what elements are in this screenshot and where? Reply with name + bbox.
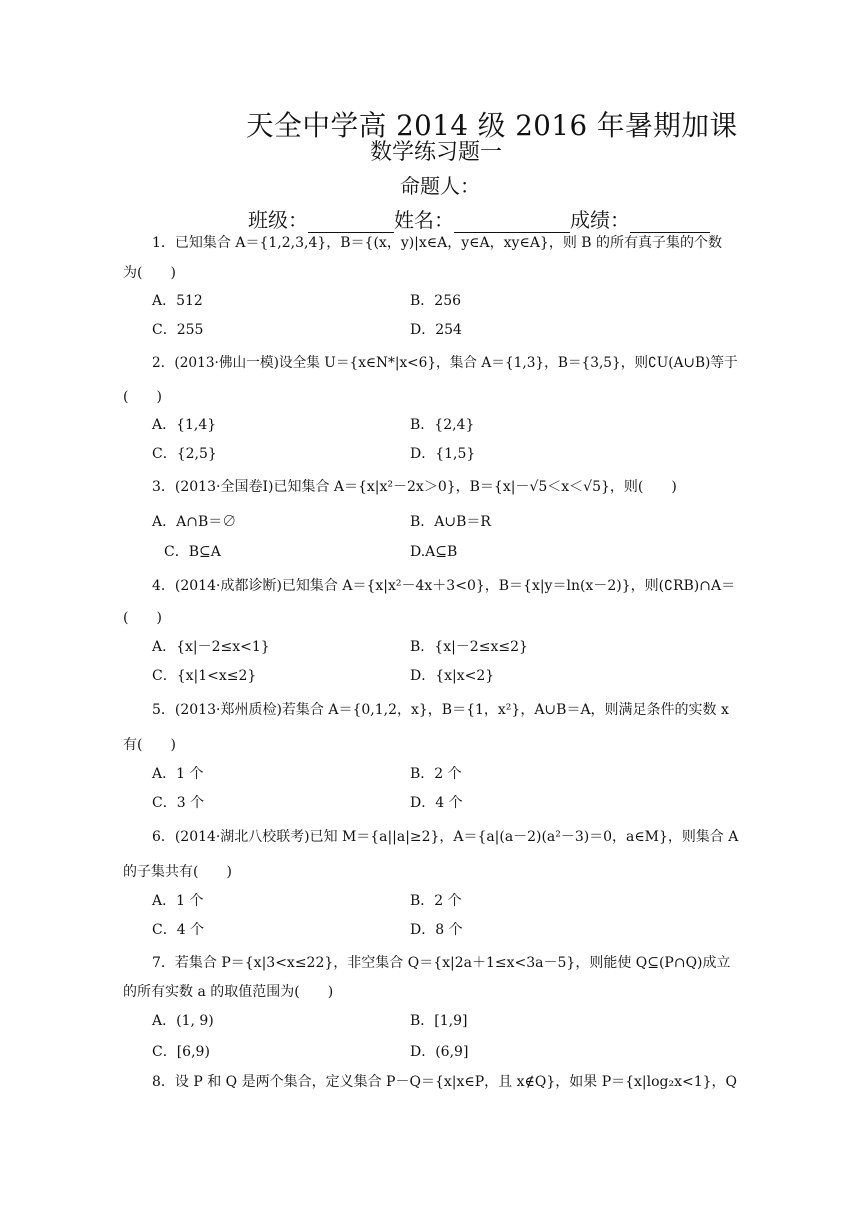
q1-option-d[interactable]: D．254	[410, 322, 462, 338]
title-line-2: 数学练习题一	[370, 140, 503, 165]
q2-option-d[interactable]: D．{1,5}	[410, 446, 476, 462]
q1-option-b[interactable]: B．256	[410, 293, 462, 309]
q3-option-b[interactable]: B．A∪B＝R	[410, 514, 491, 530]
question-8-stem: 8．设 P 和 Q 是两个集合，定义集合 P－Q＝{x|x∈P，且 x∉Q}，如果 P＝{x|log₂x<1}，Q	[152, 1074, 738, 1090]
q6-option-c[interactable]: C．4 个	[152, 922, 205, 938]
q6-option-b[interactable]: B．2 个	[410, 893, 462, 909]
question-7-stem: 7．若集合 P＝{x|3<x≤22}，非空集合 Q＝{x|2a＋1≤x<3a－5}，则能使 Q⊆(P∩Q)成立	[152, 955, 731, 971]
q6-option-a[interactable]: A．1 个	[152, 893, 204, 909]
q2-option-b[interactable]: B．{2,4}	[410, 417, 475, 433]
question-4-stem: 4．(2014·成都诊断)已知集合 A＝{x|x²－4x＋3<0}，B＝{x|y＝ln(x－2)}，则(∁RB)∩A＝	[152, 578, 736, 594]
score-label: 成绩：	[570, 208, 630, 232]
q1-option-a[interactable]: A．512	[152, 293, 203, 309]
q5-option-a[interactable]: A．1 个	[152, 766, 204, 782]
q3-option-d[interactable]: D.A⊆B	[410, 544, 458, 560]
question-2-stem: 2．(2013·佛山一模)设全集 U＝{x∈N*|x<6}，集合 A＝{1,3}，B＝{3,5}，则∁U(A∪B)等于	[152, 355, 738, 371]
question-1-stem-cont: 为( )	[123, 265, 176, 281]
q4-option-c[interactable]: C．{x|1<x≤2}	[152, 668, 257, 684]
author-label: 命题人：	[400, 174, 480, 198]
q3-option-a[interactable]: A．A∩B＝∅	[152, 514, 237, 530]
title-line-1: 天全中学高 2014 级 2016 年暑期加课	[246, 109, 738, 142]
name-blank[interactable]	[454, 210, 570, 233]
question-7-stem-cont: 的所有实数 a 的取值范围为( )	[123, 984, 334, 1000]
question-6-stem-cont: 的子集共有( )	[123, 864, 232, 880]
q5-option-c[interactable]: C．3 个	[152, 795, 205, 811]
q5-option-d[interactable]: D．4 个	[410, 795, 463, 811]
class-label: 班级：	[248, 208, 308, 232]
question-6-stem: 6．(2014·湖北八校联考)已知 M＝{a||a|≥2}，A＝{a|(a－2)(a²－3)＝0，a∈M}，则集合 A	[152, 829, 739, 845]
question-3-stem: 3．(2013·全国卷Ⅰ)已知集合 A＝{x|x²－2x＞0}，B＝{x|－√5＜x＜√5}，则( )	[152, 479, 677, 495]
question-5-stem-cont: 有( )	[123, 737, 176, 753]
question-2-stem-cont: ( )	[123, 389, 162, 405]
q2-option-c[interactable]: C．{2,5}	[152, 446, 217, 462]
q3-option-c[interactable]: C．B⊆A	[164, 544, 221, 560]
q4-option-d[interactable]: D．{x|x<2}	[410, 668, 495, 684]
question-5-stem: 5．(2013·郑州质检)若集合 A＝{0,1,2，x}，B＝{1，x²}，A∪B＝A，则满足条件的实数 x	[152, 702, 729, 718]
info-line	[248, 204, 710, 233]
q1-option-c[interactable]: C．255	[152, 322, 204, 338]
score-blank[interactable]	[630, 210, 710, 233]
q7-option-c[interactable]: C．[6,9)	[152, 1044, 210, 1060]
q4-option-b[interactable]: B．{x|－2≤x≤2}	[410, 639, 528, 655]
question-4-stem-cont: ( )	[123, 610, 162, 626]
q6-option-d[interactable]: D．8 个	[410, 922, 463, 938]
q7-option-d[interactable]: D．(6,9]	[410, 1044, 469, 1060]
class-blank[interactable]	[308, 210, 394, 233]
name-label: 姓名：	[394, 208, 454, 232]
q7-option-a[interactable]: A．(1, 9)	[152, 1013, 214, 1029]
q5-option-b[interactable]: B．2 个	[410, 766, 462, 782]
q2-option-a[interactable]: A．{1,4}	[152, 417, 217, 433]
question-1-stem: 1．已知集合 A＝{1,2,3,4}，B＝{(x，y)|x∈A，y∈A，xy∈A}，则 B 的所有真子集的个数	[152, 235, 723, 251]
q4-option-a[interactable]: A．{x|－2≤x<1}	[152, 639, 270, 655]
q7-option-b[interactable]: B．[1,9]	[410, 1013, 468, 1029]
